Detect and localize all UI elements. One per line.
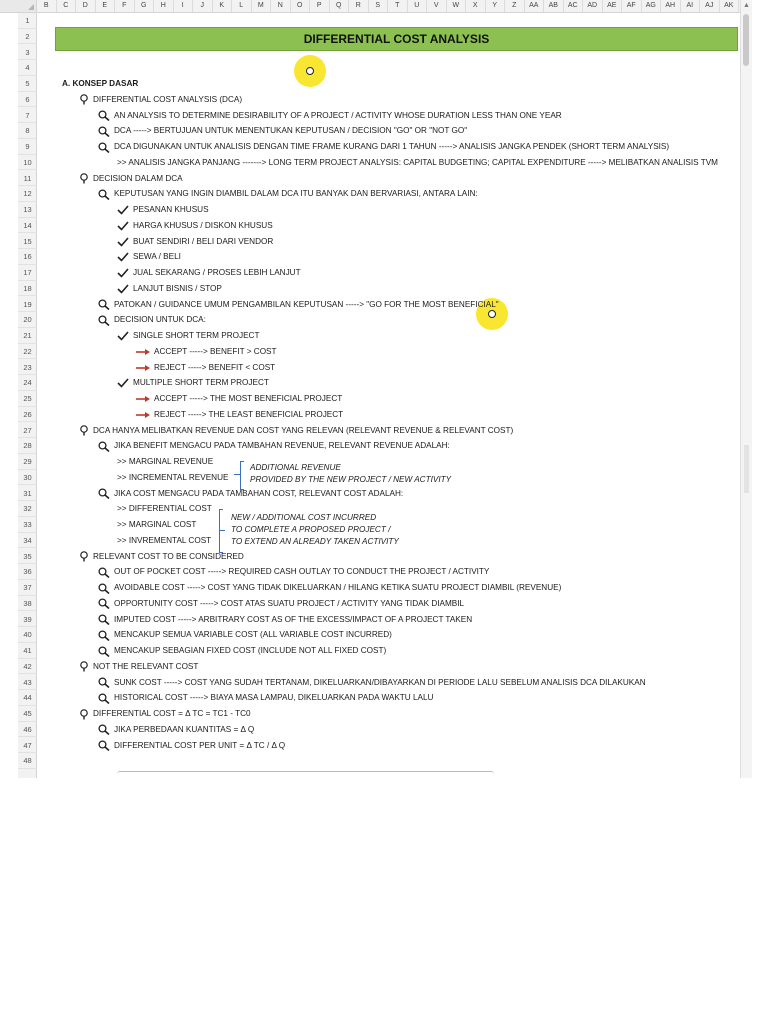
content-line [117,503,212,515]
column-header[interactable]: U [408,0,428,12]
line-text: >> DIFFERENTIAL COST [117,504,212,514]
row-header[interactable]: 44 [18,690,37,706]
check-icon [117,205,129,215]
magnifier-icon [98,110,110,121]
column-header[interactable]: Z [505,0,525,12]
line-text: OUT OF POCKET COST -----> REQUIRED CASH OUTLAY TO CONDUCT THE PROJECT / ACTIVITY [114,567,490,577]
column-header-bar [0,0,740,13]
line-text: LANJUT BISNIS / STOP [133,283,222,293]
revenue-note: ADDITIONAL REVENUE [250,463,341,472]
line-text: JUAL SEKARANG / PROSES LEBIH LANJUT [133,268,301,277]
line-text: >> ANALISIS JANGKA PANJANG -------> LONG TERM PROJECT ANALYSIS: CAPITAL BUDGETING; CAPITAL EXPENDITURE -----> MELIBATKAN ANALISIS TVM [117,157,718,167]
column-header[interactable]: Q [330,0,350,12]
sheet-title[interactable]: DIFFERENTIAL COST ANALYSIS [55,27,738,51]
column-header[interactable]: J [193,0,213,12]
bulb-icon [79,425,89,436]
line-text: HISTORICAL COST -----> BIAYA MASA LAMPAU, DIKELUARKAN PADA WAKTU LALU [114,693,434,703]
content-line [98,740,285,752]
row-header[interactable]: 19 [18,297,37,313]
line-text: HARGA KHUSUS / DISKON KHUSUS [133,220,273,230]
magnifier-icon [98,677,110,688]
row-header[interactable]: 14 [18,218,37,234]
line-text: DCA -----> BERTUJUAN UNTUK MENENTUKAN KEPUTUSAN / DECISION "GO" OR "NOT GO" [114,126,468,136]
column-header[interactable]: D [76,0,96,12]
line-text: AN ANALYSIS TO DETERMINE DESIRABILITY OF A PROJECT / ACTIVITY WHOSE DURATION LESS THAN ONE YEAR [114,110,562,120]
magnifier-icon [98,488,110,499]
magnifier-icon [98,315,110,326]
row-header-bar [18,13,37,778]
column-header[interactable]: AE [603,0,623,12]
line-text: REJECT -----> THE LEAST BENEFICIAL PROJECT [154,409,344,419]
content-line [79,173,183,185]
content-line [136,362,275,374]
cursor-icon [306,67,314,75]
line-text: AVOIDABLE COST -----> COST YANG TIDAK DIKELUARKAN / HILANG KETIKA SUATU PROJECT DIAMBIL (REVENUE) [114,583,562,592]
row-header[interactable]: 4 [18,60,37,76]
row-header[interactable]: 21 [18,328,37,344]
column-header[interactable]: F [115,0,135,12]
line-text: >> MARGINAL REVENUE [117,457,214,466]
row-header[interactable]: 42 [18,659,37,675]
select-all-corner[interactable] [0,0,37,12]
row-header[interactable]: 16 [18,249,37,265]
column-header[interactable]: I [174,0,194,12]
check-icon [117,331,129,341]
cost-note: TO EXTEND AN ALREADY TAKEN ACTIVITY [231,537,399,546]
content-line [117,330,259,342]
row-header[interactable]: 28 [18,438,37,454]
line-text: RELEVANT COST TO BE CONSIDERED [93,551,244,561]
magnifier-icon [98,567,110,578]
cost-note: TO COMPLETE A PROPOSED PROJECT / [231,525,391,534]
vertical-scrollbar[interactable] [740,0,752,778]
row-header[interactable]: 45 [18,706,37,722]
magnifier-icon [98,724,110,735]
content-line [117,535,211,547]
line-text: NOT THE RELEVANT COST [93,661,199,671]
content-line [98,724,254,736]
content-line [117,220,273,232]
arrow-icon [136,395,150,403]
column-header[interactable]: N [271,0,291,12]
bulb-icon [79,173,89,184]
row-header[interactable]: 25 [18,391,37,407]
line-text: DIFFERENTIAL COST PER UNIT = Δ TC / Δ Q [114,740,286,750]
content-line [117,456,213,468]
column-header[interactable]: AK [720,0,740,12]
row-header[interactable]: 27 [18,423,37,439]
content-line [117,157,718,169]
revenue-note: PROVIDED BY THE NEW PROJECT / NEW ACTIVITY [250,475,452,484]
row-header[interactable]: 5 [18,76,37,92]
content-line [79,708,251,720]
magnifier-icon [98,630,110,641]
magnifier-icon [98,614,110,625]
check-icon [117,252,129,262]
magnifier-icon [98,598,110,609]
column-header[interactable]: AH [661,0,681,12]
row-header[interactable]: 13 [18,202,37,218]
scroll-up-arrow-icon[interactable]: ▲ [743,2,750,9]
line-text: SEWA / BELI [133,252,181,262]
content-line [136,346,277,358]
magnifier-icon [98,441,110,452]
magnifier-icon [98,126,110,137]
row-header[interactable]: 37 [18,580,37,596]
row-header[interactable]: 20 [18,312,37,328]
line-text: PATOKAN / GUIDANCE UMUM PENGAMBILAN KEPUTUSAN -----> "GO FOR THE MOST BENEFICIAL" [114,299,499,309]
content-line [98,314,206,326]
line-text: PESANAN KHUSUS [133,205,209,214]
check-icon [117,221,129,231]
arrow-icon [136,364,150,372]
row-header[interactable]: 6 [18,92,37,108]
line-text: JIKA BENEFIT MENGACU PADA TAMBAHAN REVENUE, RELEVANT REVENUE ADALAH: [114,441,450,451]
line-text: DECISION DALAM DCA [93,173,183,183]
row-header[interactable]: 15 [18,234,37,250]
line-text: >> MARGINAL COST [117,520,197,529]
content-line [79,94,242,106]
content-line [98,645,386,657]
line-text: >> INCREMENTAL REVENUE [117,472,229,482]
row-header[interactable]: 48 [18,753,37,769]
content-line [79,425,513,437]
line-text: MENCAKUP SEMUA VARIABLE COST (ALL VARIABLE COST INCURRED) [114,630,392,640]
line-text: DECISION UNTUK DCA: [114,315,206,325]
line-text: >> INVREMENTAL COST [117,535,212,545]
row-header[interactable]: 46 [18,722,37,738]
row-header[interactable]: 24 [18,375,37,391]
column-header[interactable]: AI [681,0,701,12]
content-line [117,204,209,216]
content-line [136,393,342,405]
row-header[interactable]: 2 [18,29,37,45]
content-line [98,125,467,137]
content-line [62,78,138,90]
row-header[interactable]: 35 [18,549,37,565]
content-line [98,488,403,500]
line-text: JIKA COST MENGACU PADA TAMBAHAN COST, RELEVANT COST ADALAH: [114,488,404,498]
column-header[interactable]: S [369,0,389,12]
row-header[interactable]: 9 [18,139,37,155]
row-header[interactable]: 34 [18,533,37,549]
row-header[interactable]: 1 [18,13,37,29]
magnifier-icon [98,189,110,200]
line-text: OPPORTUNITY COST -----> COST ATAS SUATU PROJECT / ACTIVITY YANG TIDAK DIAMBIL [114,598,465,608]
line-text: REJECT -----> BENEFIT < COST [154,362,276,372]
content-line [98,629,392,641]
row-header[interactable]: 8 [18,123,37,139]
column-header[interactable]: AG [642,0,662,12]
column-header[interactable]: AJ [700,0,720,12]
line-text: DCA HANYA MELIBATKAN REVENUE DAN COST YANG RELEVAN (RELEVANT REVENUE & RELEVANT COST) [93,425,514,435]
row-header[interactable]: 18 [18,281,37,297]
magnifier-icon [98,693,110,704]
line-text: MULTIPLE SHORT TERM PROJECT [133,378,269,388]
cost-bracket-tick [219,530,225,531]
line-text: ACCEPT -----> THE MOST BENEFICIAL PROJECT [154,394,343,403]
line-text: ACCEPT -----> BENEFIT > COST [154,346,277,356]
magnifier-icon [98,646,110,657]
row-header[interactable]: 30 [18,470,37,486]
line-text: KEPUTUSAN YANG INGIN DIAMBIL DALAM DCA ITU BANYAK DAN BERVARIASI, ANTARA LAIN: [114,189,478,199]
row-header[interactable]: 38 [18,596,37,612]
column-header[interactable]: L [232,0,252,12]
line-text: A. KONSEP DASAR [62,79,139,88]
line-text: SINGLE SHORT TERM PROJECT [133,331,260,340]
row-header[interactable]: 22 [18,344,37,360]
column-header[interactable]: X [466,0,486,12]
magnifier-icon [98,299,110,310]
content-line [117,267,301,279]
cost-note: NEW / ADDITIONAL COST INCURRED [231,513,377,522]
content-line [136,409,343,421]
column-header[interactable]: W [447,0,467,12]
cursor-icon [488,310,496,318]
row-header[interactable]: 40 [18,627,37,643]
bulb-icon [79,94,89,105]
row-header[interactable]: 41 [18,643,37,659]
cost-bracket [219,509,223,553]
bulb-icon [79,709,89,720]
check-icon [117,284,129,294]
magnifier-icon [98,142,110,153]
row-header[interactable]: 26 [18,407,37,423]
scrollbar-thumb[interactable] [743,14,749,66]
column-header[interactable]: P [310,0,330,12]
column-header[interactable]: R [349,0,369,12]
revenue-bracket [240,461,244,490]
content-line [117,472,228,484]
line-text: BUAT SENDIRI / BELI DARI VENDOR [133,236,274,246]
scrollbar-track-mark [744,445,749,493]
content-line [98,677,646,689]
bulb-icon [79,551,89,562]
content-line [98,566,489,578]
row-header[interactable]: 17 [18,265,37,281]
bulb-icon [79,661,89,672]
line-text: DIFFERENTIAL COST = Δ TC = TC1 - TC0 [93,709,251,718]
line-text: MENCAKUP SEBAGIAN FIXED COST (INCLUDE NOT ALL FIXED COST) [114,646,387,655]
line-text: DCA DIGUNAKAN UNTUK ANALISIS DENGAN TIME FRAME KURANG DARI 1 TAHUN -----> ANALISIS JANGKA PENDEK (SHORT TERM ANALYSIS) [114,142,670,151]
revenue-bracket-tick [234,474,240,475]
column-header[interactable]: G [135,0,155,12]
magnifier-icon [98,740,110,751]
row-header[interactable]: 12 [18,186,37,202]
content-line [117,519,196,531]
embedded-shape-edge[interactable] [117,771,494,778]
line-text: SUNK COST -----> COST YANG SUDAH TERTANAM, DIKELUARKAN/DIBAYARKAN DI PERIODE LALU SEBELUM ANALISIS DCA DILAKUKAN [114,677,646,687]
line-text: IMPUTED COST -----> ARBITRARY COST AS OF THE EXCESS/IMPACT OF A PROJECT TAKEN [114,614,473,624]
row-header[interactable]: 31 [18,486,37,502]
column-header[interactable]: AF [622,0,642,12]
check-icon [117,378,129,388]
column-header[interactable]: AD [583,0,603,12]
row-header[interactable]: 32 [18,501,37,517]
column-header[interactable]: Y [486,0,506,12]
content-line [98,598,464,610]
content-line [98,582,561,594]
line-text: JIKA PERBEDAAN KUANTITAS = Δ Q [114,724,255,734]
row-header[interactable]: 33 [18,517,37,533]
column-header[interactable]: AC [564,0,584,12]
line-text: DIFFERENTIAL COST ANALYSIS (DCA) [93,94,243,104]
content-line [98,299,499,311]
content-line [98,440,450,452]
column-header[interactable]: C [57,0,77,12]
row-header[interactable]: 29 [18,454,37,470]
column-header[interactable]: H [154,0,174,12]
content-line [98,692,433,704]
content-line [117,377,269,389]
content-line [117,236,273,248]
content-line [98,110,562,122]
check-icon [117,268,129,278]
arrow-icon [136,411,150,419]
row-header[interactable]: 43 [18,675,37,691]
column-header[interactable]: B [37,0,57,12]
magnifier-icon [98,583,110,594]
content-line [98,141,669,153]
row-header[interactable]: 47 [18,738,37,754]
content-line [98,614,472,626]
row-header[interactable]: 36 [18,564,37,580]
row-header[interactable]: 11 [18,171,37,187]
column-header[interactable]: AB [544,0,564,12]
arrow-icon [136,348,150,356]
row-header[interactable]: 3 [18,45,37,61]
row-header[interactable]: 7 [18,108,37,124]
column-header[interactable]: M [252,0,272,12]
row-header[interactable]: 39 [18,612,37,628]
content-line [79,661,198,673]
column-header[interactable]: T [388,0,408,12]
column-header[interactable]: V [427,0,447,12]
column-header[interactable]: O [291,0,311,12]
content-line [117,283,222,295]
row-header[interactable]: 23 [18,360,37,376]
content-line [117,251,181,263]
column-header[interactable]: AA [525,0,545,12]
column-header[interactable]: E [96,0,116,12]
check-icon [117,237,129,247]
row-header[interactable]: 10 [18,155,37,171]
content-line [98,188,478,200]
column-header[interactable]: K [213,0,233,12]
